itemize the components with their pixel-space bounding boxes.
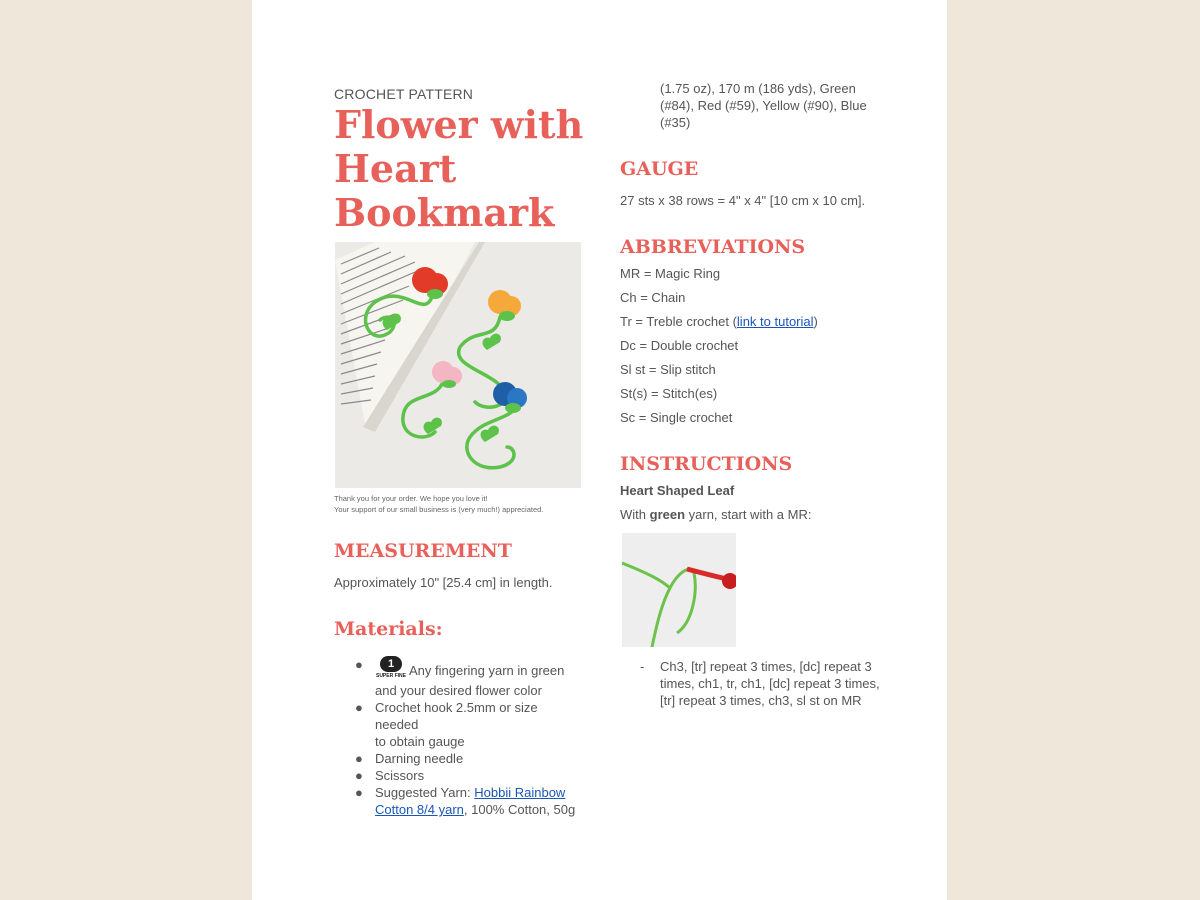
materials-text: Crochet hook 2.5mm or size needed: [375, 700, 538, 732]
abbreviation-text: Tr = Treble crochet (: [620, 314, 737, 329]
title-line: Heart: [334, 146, 457, 191]
abbreviations-list: [620, 262, 818, 430]
gauge-heading: GAUGE: [620, 158, 699, 180]
measurement-text: Approximately 10" [25.4 cm] in length.: [334, 575, 553, 590]
step-marker: -: [640, 659, 645, 674]
materials-item: [355, 784, 580, 818]
instructions-step-text: [660, 658, 880, 709]
materials-item: [355, 699, 580, 750]
hobbii-yarn-link[interactable]: Cotton 8/4 yarn: [375, 802, 464, 817]
abbreviation-item: Dc = Double crochet: [620, 338, 739, 353]
materials-item: [355, 656, 580, 699]
thanks-line: Your support of our small business is (very much!) appreciated.: [334, 505, 544, 514]
materials-text: Darning needle: [375, 751, 464, 766]
materials-item: [355, 750, 580, 767]
step-line: Ch3, [tr] repeat 3 times, [dc] repeat 3: [660, 659, 872, 674]
gauge-text: 27 sts x 38 rows = 4" x 4" [10 cm x 10 cm].: [620, 193, 866, 208]
bullet-icon: ●: [355, 768, 363, 783]
abbreviation-text: ): [813, 314, 818, 329]
title-line: Bookmark: [334, 190, 555, 235]
thanks-line: Thank you for your order. We hope you love it!: [334, 494, 488, 503]
abbreviation-item: [620, 310, 818, 334]
abbreviation-item: St(s) = Stitch(es): [620, 386, 718, 401]
bullet-icon: ●: [355, 700, 363, 715]
treble-tutorial-link[interactable]: link to tutorial: [736, 314, 814, 329]
yarn-weight-number: 1: [380, 656, 402, 672]
materials-text: , 100% Cotton, 50g: [463, 802, 576, 817]
step-line: times, ch1, tr, ch1, [dc] repeat 3 times,: [660, 676, 880, 691]
abbreviation-item: Ch = Chain: [620, 290, 686, 305]
yarn-weight-icon: [375, 656, 407, 682]
hobbii-yarn-link[interactable]: Hobbii Rainbow: [474, 785, 566, 800]
materials-text: and your desired flower color: [375, 683, 542, 698]
title-line: Flower with: [334, 102, 584, 147]
yarn-weight-label: SUPER FINE: [375, 673, 406, 679]
bullet-icon: ●: [355, 657, 363, 672]
materials-continued-line: (1.75 oz), 170 m (186 yds), Green: [660, 81, 856, 96]
instructions-step: [640, 658, 644, 675]
instructions-subheading: Heart Shaped Leaf: [620, 483, 735, 498]
materials-continued-line: (#84), Red (#59), Yellow (#90), Blue: [660, 98, 867, 113]
measurement-heading: MEASUREMENT: [334, 540, 512, 562]
magic-ring-photo: [622, 533, 736, 647]
materials-continued-line: (#35): [660, 115, 691, 130]
intro-text: With: [620, 507, 650, 522]
abbreviation-item: Sl st = Slip stitch: [620, 362, 716, 377]
abbreviations-heading: ABBREVIATIONS: [620, 236, 806, 258]
intro-bold-text: green: [649, 507, 686, 522]
thanks-note: [334, 493, 543, 515]
materials-text: to obtain gauge: [375, 734, 465, 749]
materials-text: Scissors: [375, 768, 425, 783]
materials-item: [355, 767, 580, 784]
instructions-intro: [620, 507, 811, 522]
abbreviation-item: MR = Magic Ring: [620, 266, 721, 281]
bullet-icon: ●: [355, 785, 363, 800]
materials-continued: [660, 80, 867, 131]
materials-heading: Materials:: [334, 618, 443, 640]
instructions-heading: INSTRUCTIONS: [620, 453, 793, 475]
cover-photo: [335, 242, 581, 488]
pattern-kicker: CROCHET PATTERN: [334, 86, 474, 102]
abbreviation-item: Sc = Single crochet: [620, 410, 733, 425]
materials-text: Any fingering yarn in green: [409, 663, 565, 678]
step-line: [tr] repeat 3 times, ch3, sl st on MR: [660, 693, 862, 708]
bullet-icon: ●: [355, 751, 363, 766]
intro-text: yarn, start with a MR:: [685, 507, 812, 522]
document-page: [252, 0, 947, 900]
pattern-title: [334, 102, 584, 235]
materials-text: Suggested Yarn:: [375, 785, 475, 800]
materials-list: [355, 656, 580, 818]
